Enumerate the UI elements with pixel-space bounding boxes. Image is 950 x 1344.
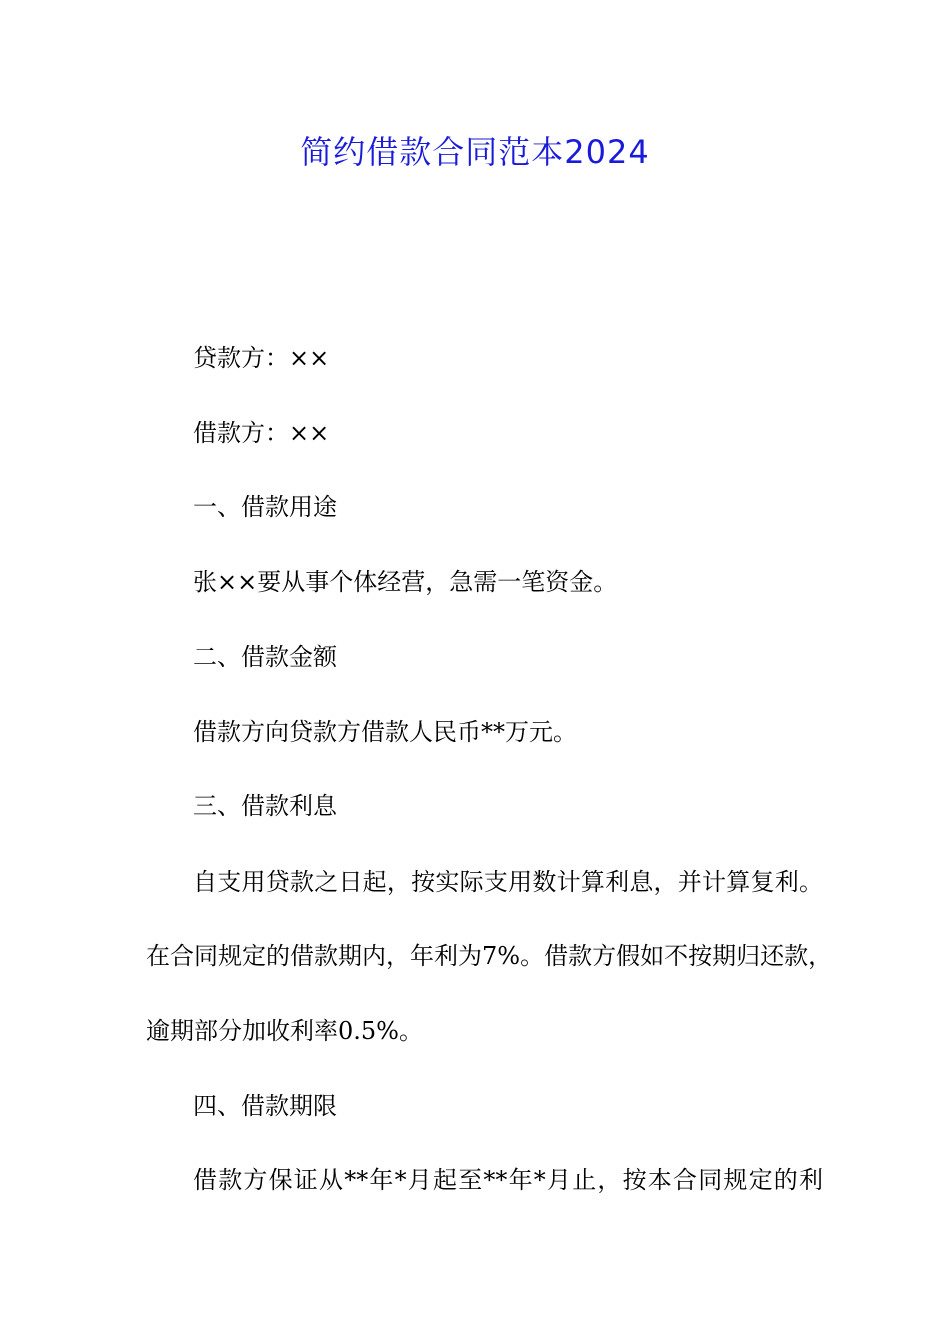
section-2-text: 借款方向贷款方借款人民币**万元。	[193, 718, 577, 746]
section-1-heading: 一、借款用途	[193, 493, 337, 521]
section-4-heading: 四、借款期限	[193, 1092, 337, 1120]
section-4-paragraph-line-1: 借款方保证从**年*月起至**年*月止，按本合同规定的利	[193, 1166, 823, 1194]
section-3-heading: 三、借款利息	[193, 792, 337, 820]
document-title: 简约借款合同范本2024	[300, 133, 650, 171]
section-3-paragraph-line-1: 自支用贷款之日起，按实际支用数计算利息，并计算复利。	[193, 868, 823, 896]
lender-line: 贷款方：××	[193, 344, 330, 372]
section-3-paragraph-line-3: 逾期部分加收利率0.5%。	[146, 1017, 423, 1045]
section-2-heading: 二、借款金额	[193, 643, 337, 671]
borrower-line: 借款方：××	[193, 419, 330, 447]
section-3-paragraph-line-2: 在合同规定的借款期内，年利为7%。借款方假如不按期归还款，	[146, 942, 833, 970]
section-1-text: 张××要从事个体经营，急需一笔资金。	[193, 568, 618, 596]
